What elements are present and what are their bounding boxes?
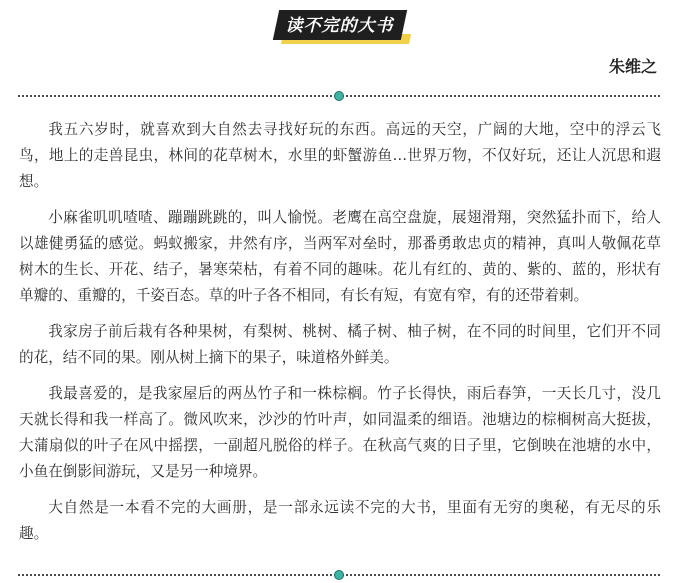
paragraph: 我最喜爱的，是我家屋后的两丛竹子和一株棕榈。竹子长得快，雨后春笋，一天长几寸，没几天就长得和我一样高了。微风吹来，沙沙的竹叶声，如同温柔的细语。池塘边的棕榈树高大挺拔，大蒲扇似的叶子在风中摇摆，一副超凡脱俗的样子。在秋高气爽的日子里，它倒映在池塘的水中，小鱼在倒影间游玩，又是另一种境界。 (19, 385, 661, 480)
article-title: 读不完的大书 (276, 8, 404, 40)
divider-dot-icon (334, 570, 344, 580)
paragraph: 小麻雀叽叽喳喳、蹦蹦跳跳的，叫人愉悦。老鹰在高空盘旋，展翅滑翔，突然猛扑而下，给人以雄健勇猛的感觉。蚂蚁搬家，井然有序，当两军对垒时，那番勇敢忠贞的精神，真叫人敬佩花草树木的生长、开花、结子，暑寒荣枯，有着不同的趣味。花儿有红的、黄的、紫的、蓝的，形状有单瓣的、重瓣的，千姿百态。草的叶子各不相同，有长有短，有宽有窄，有的还带着刺。 (19, 209, 661, 304)
article-body (19, 117, 661, 557)
paragraph: 我家房子前后栽有各种果树，有梨树、桃树、橘子树、柚子树，在不同的时间里，它们开不同的花，结不同的果。刚从树上摘下的果子，味道格外鲜美。 (19, 323, 661, 366)
title-area (0, 8, 679, 40)
paragraph: 我五六岁时，就喜欢到大自然去寻找好玩的东西。高远的天空，广阔的大地，空中的浮云飞鸟，地上的走兽昆虫，林间的花草树木，水里的虾蟹游鱼…世界万物，不仅好玩，还让人沉思和遐想。 (19, 121, 661, 190)
top-divider (18, 91, 660, 101)
article-author: 朱维之 (608, 57, 657, 76)
bottom-divider (18, 570, 660, 580)
divider-dot-icon (334, 91, 344, 101)
paragraph: 大自然是一本看不完的大画册，是一部永远读不完的大书，里面有无穷的奥秘，有无尽的乐趣。 (19, 499, 661, 542)
